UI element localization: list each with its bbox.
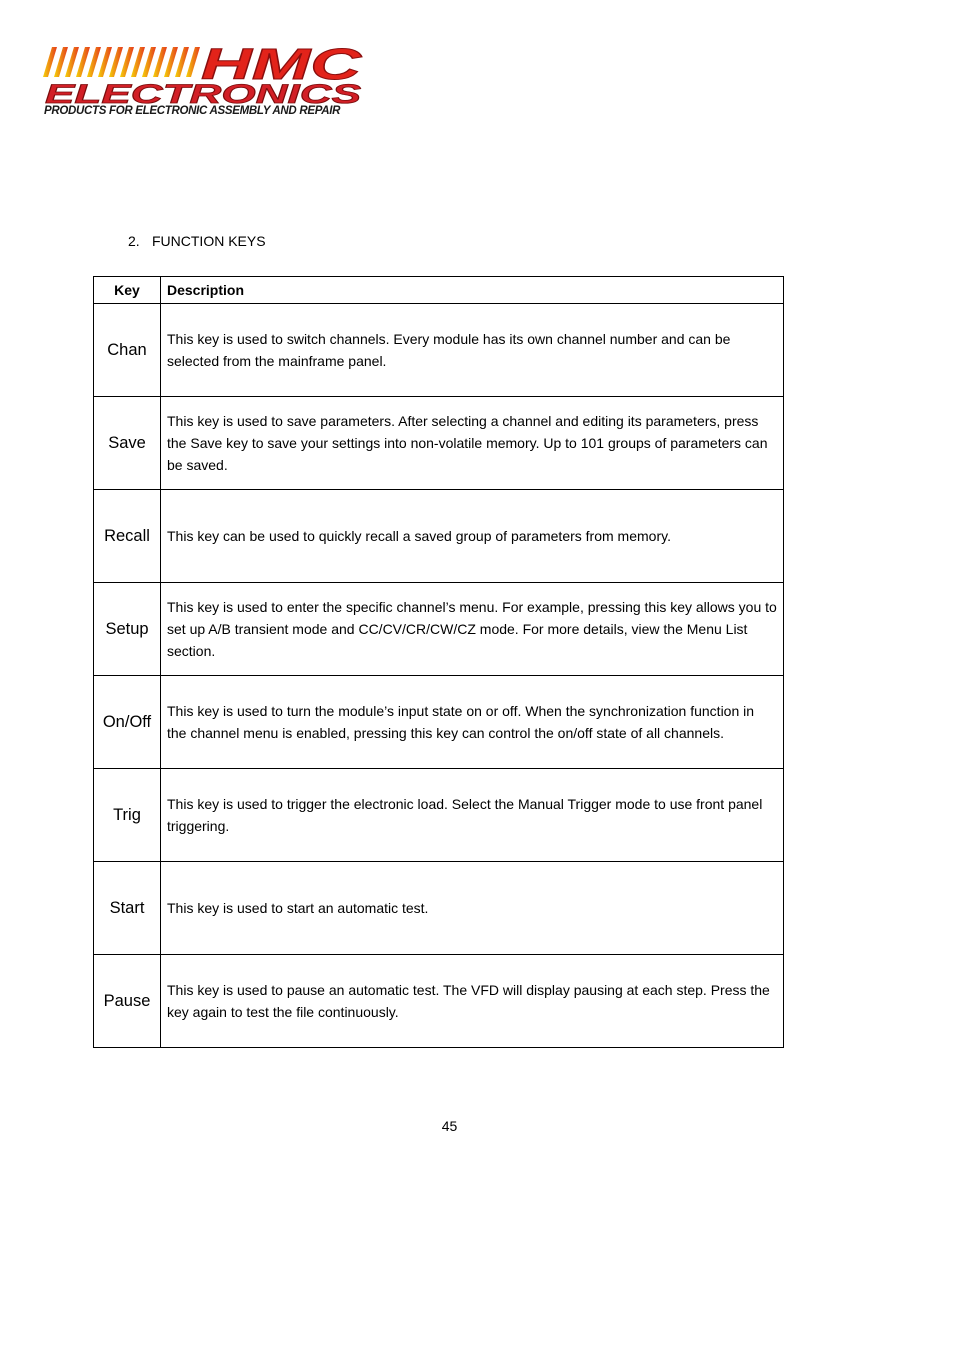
table-row [94,304,784,397]
key-name: On/Off [94,676,161,769]
page-number: 45 [441,1118,458,1134]
logo-hmc-text: HMC [201,43,363,89]
key-description: This key is used to start an automatic test. [161,862,784,955]
key-name: Save [94,397,161,490]
key-name: Pause [94,955,161,1048]
section-heading [128,233,266,249]
table-row [94,583,784,676]
table-row [94,769,784,862]
table-header-row [94,277,784,304]
header-key: Key [94,277,161,304]
key-description: This key is used to switch channels. Every module has its own channel number and can be selected from the mainframe panel. [161,304,784,397]
header-description: Description [161,277,784,304]
key-description: This key is used to turn the module’s input state on or off. When the synchronization function in the channel menu is enabled, pressing this key can control the on/off state of all channels. [161,676,784,769]
logo-graphic [43,43,365,105]
table-row [94,397,784,490]
table-row [94,490,784,583]
logo-tagline: PRODUCTS FOR ELECTRONIC ASSEMBLY AND REPAIR [44,105,341,117]
key-description: This key can be used to quickly recall a saved group of parameters from memory. [161,490,784,583]
key-name: Start [94,862,161,955]
company-logo [43,43,365,119]
section-title: FUNCTION KEYS [152,233,266,249]
key-name: Setup [94,583,161,676]
table-row [94,676,784,769]
logo-stripes [43,47,200,77]
key-description: This key is used to save parameters. After selecting a channel and editing its parameters, press the Save key to save your settings into non-volatile memory. Up to 101 groups of parameters can be saved. [161,397,784,490]
key-name: Chan [94,304,161,397]
key-description: This key is used to trigger the electronic load. Select the Manual Trigger mode to use front panel triggering. [161,769,784,862]
logo-electronics-text: ELECTRONICS [45,79,361,105]
table-row [94,862,784,955]
table-row [94,955,784,1048]
section-number: 2. [128,233,140,249]
key-name: Recall [94,490,161,583]
key-description: This key is used to pause an automatic test. The VFD will display pausing at each step. Press the key again to test the file continuously. [161,955,784,1048]
function-keys-table [93,276,784,1048]
key-description: This key is used to enter the specific channel’s menu. For example, pressing this key allows you to set up A/B transient mode and CC/CV/CR/CW/CZ mode. For more details, view the Menu List section. [161,583,784,676]
key-name: Trig [94,769,161,862]
